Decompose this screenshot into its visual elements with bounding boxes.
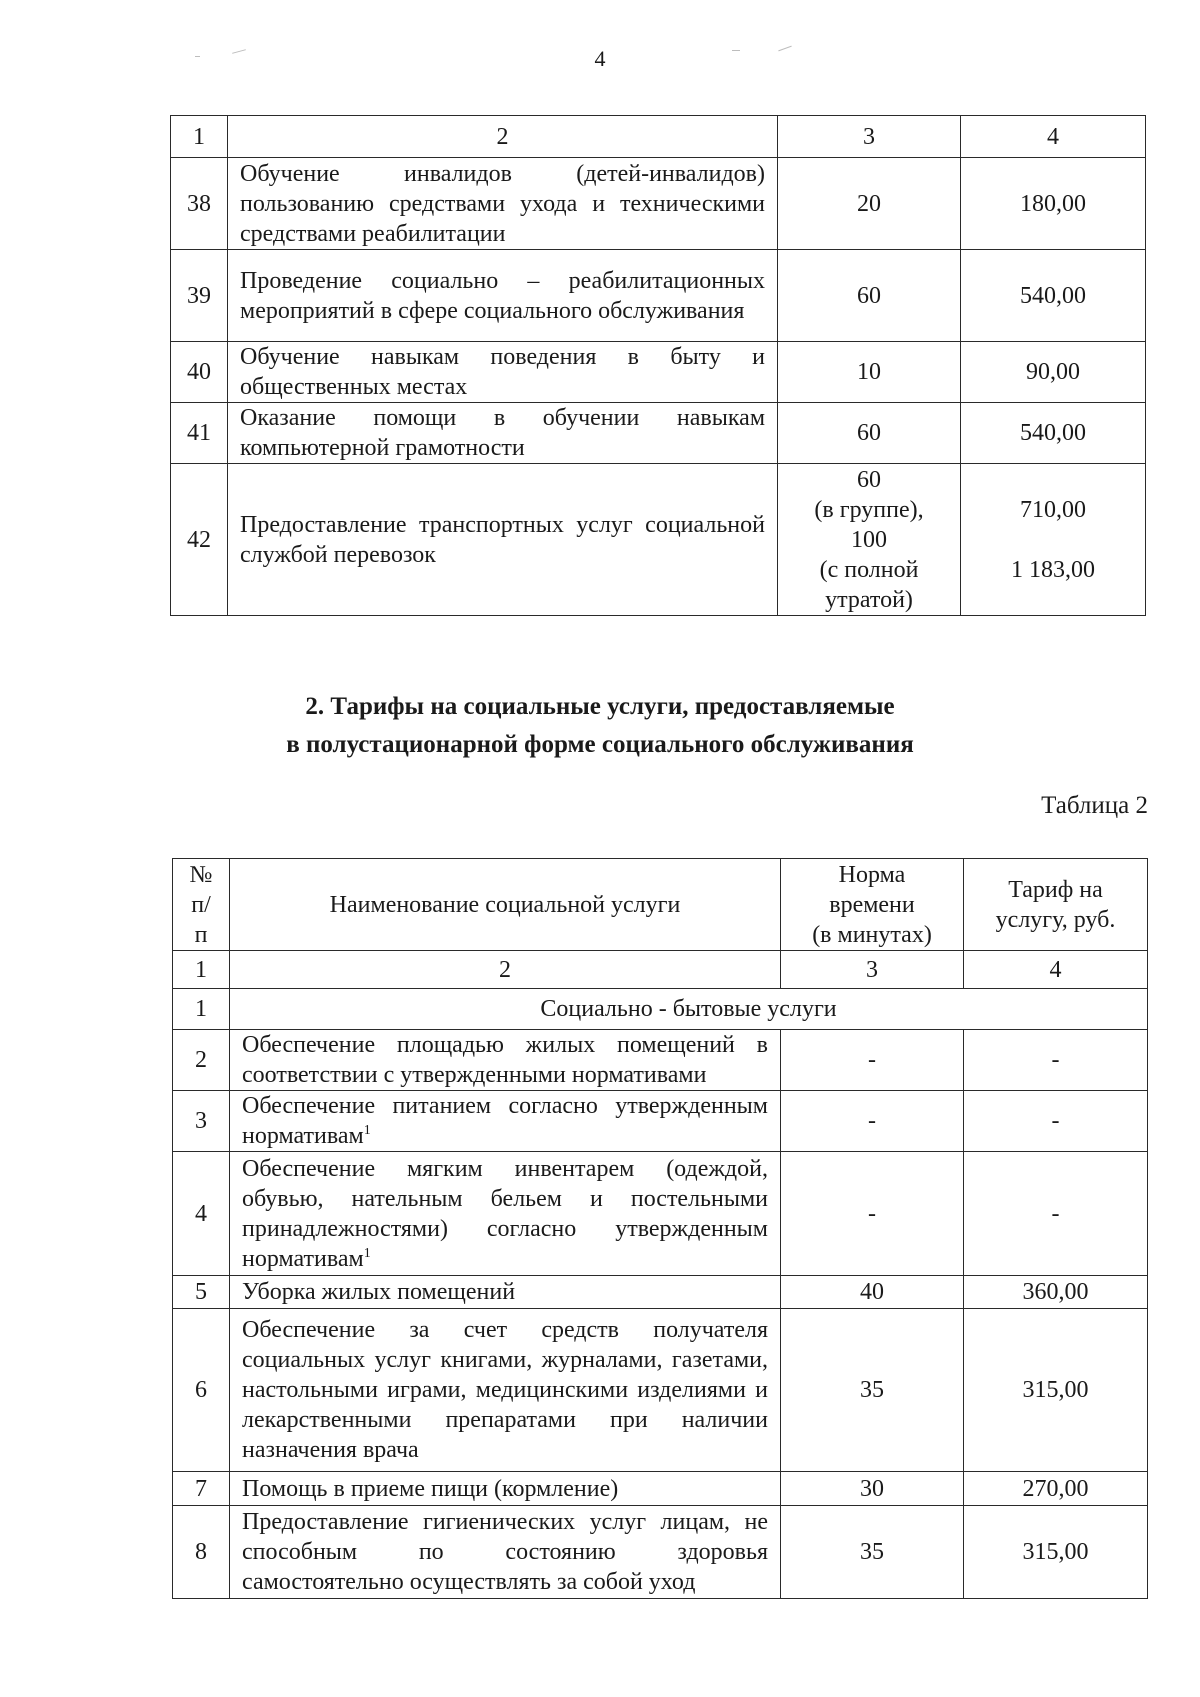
table-row <box>173 1152 1148 1276</box>
time-norm-line: 60 <box>857 466 881 493</box>
time-norm-line: (с полной <box>819 556 919 583</box>
column-number: 2 <box>230 951 781 989</box>
column-number: 2 <box>228 116 778 158</box>
table-row <box>173 1309 1148 1472</box>
row-number: 41 <box>171 403 228 464</box>
service-name: Обучение навыкам поведения в быту и общественных местах <box>228 342 778 403</box>
time-norm: 20 <box>778 158 961 250</box>
header-tariff-line: услугу, руб. <box>995 906 1116 933</box>
header-time-line: времени <box>829 891 915 918</box>
section-title-line: 2. Тарифы на социальные услуги, предоставляемые <box>305 693 895 720</box>
service-name: Предоставление гигиенических услуг лицам, не способным по состоянию здоровья самостоятельно осуществлять за собой уход <box>230 1506 781 1599</box>
table-row <box>171 342 1146 403</box>
table-row <box>173 1030 1148 1091</box>
row-number: 4 <box>173 1152 230 1276</box>
header-number <box>173 859 230 951</box>
service-name: Предоставление транспортных услуг социальной службой перевозок <box>228 464 778 616</box>
row-number: 6 <box>173 1309 230 1472</box>
table-header-row <box>173 859 1148 951</box>
page-number: 4 <box>594 46 606 71</box>
table-row <box>171 403 1146 464</box>
group-row <box>173 989 1148 1030</box>
service-name: Помощь в приеме пищи (кормление) <box>230 1472 781 1506</box>
tariff: - <box>964 1091 1148 1152</box>
column-number: 1 <box>173 951 230 989</box>
service-name: Обеспечение за счет средств получателя социальных услуг книгами, журналами, газетами, настольными играми, медицинскими изделиями и лекарственными препаратами при наличии назначения врача <box>230 1309 781 1472</box>
time-norm: 35 <box>781 1309 964 1472</box>
tariff: - <box>964 1030 1148 1091</box>
row-number: 40 <box>171 342 228 403</box>
time-norm-line: утратой) <box>825 586 913 613</box>
section-title-line: в полустационарной форме социального обслуживания <box>286 731 914 758</box>
time-norm-line: (в группе), <box>814 496 924 523</box>
row-number: 39 <box>171 250 228 342</box>
time-norm: - <box>781 1152 964 1276</box>
service-name: Проведение социально – реабилитационных мероприятий в сфере социального обслуживания <box>228 250 778 342</box>
row-number: 7 <box>173 1472 230 1506</box>
service-name-text: Обеспечение питанием согласно утвержденным нормативам <box>242 1093 768 1149</box>
table-row <box>171 158 1146 250</box>
column-number-row <box>173 951 1148 989</box>
row-number: 1 <box>173 989 230 1030</box>
semi-stationary-tariffs-table <box>172 858 1148 1599</box>
table-row <box>171 250 1146 342</box>
service-name: Обучение инвалидов (детей-инвалидов) пользованию средствами ухода и техническими средствами реабилитации <box>228 158 778 250</box>
time-norm: 60 <box>778 250 961 342</box>
time-norm: 10 <box>778 342 961 403</box>
tariff <box>961 464 1146 616</box>
tariff: - <box>964 1152 1148 1276</box>
time-norm: 40 <box>781 1276 964 1309</box>
service-name: Обеспечение площадью жилых помещений в соответствии с утвержденными нормативами <box>230 1030 781 1091</box>
time-norm: 35 <box>781 1506 964 1599</box>
header-service-name: Наименование социальной услуги <box>230 859 781 951</box>
tariff: 315,00 <box>964 1506 1148 1599</box>
service-name: Оказание помощи в обучении навыкам компьютерной грамотности <box>228 403 778 464</box>
table-caption: Таблица 2 <box>1041 792 1148 819</box>
row-number: 2 <box>173 1030 230 1091</box>
tariff: 180,00 <box>961 158 1146 250</box>
footnote-mark: 1 <box>363 1245 371 1261</box>
row-number: 5 <box>173 1276 230 1309</box>
column-number: 3 <box>778 116 961 158</box>
time-norm: - <box>781 1030 964 1091</box>
header-number-line: п/п <box>191 891 211 948</box>
column-number: 1 <box>171 116 228 158</box>
row-number: 3 <box>173 1091 230 1152</box>
column-number: 4 <box>964 951 1148 989</box>
service-name: Уборка жилых помещений <box>230 1276 781 1309</box>
time-norm: - <box>781 1091 964 1152</box>
time-norm-line: 100 <box>851 526 887 553</box>
table-row <box>171 464 1146 616</box>
header-tariff <box>964 859 1148 951</box>
tariff-group: 710,00 <box>1020 496 1086 523</box>
tariff: 540,00 <box>961 250 1146 342</box>
service-name <box>230 1091 781 1152</box>
tariff: 315,00 <box>964 1309 1148 1472</box>
tariffs-table-continued <box>170 115 1146 616</box>
row-number: 8 <box>173 1506 230 1599</box>
header-number-line: № <box>189 861 213 888</box>
table-row <box>173 1472 1148 1506</box>
table-row <box>173 1506 1148 1599</box>
tariff: 270,00 <box>964 1472 1148 1506</box>
column-number: 4 <box>961 116 1146 158</box>
table-row <box>173 1091 1148 1152</box>
spacer <box>973 525 1133 555</box>
tariff-full-loss: 1 183,00 <box>1011 556 1095 583</box>
tariff: 540,00 <box>961 403 1146 464</box>
header-time-norm <box>781 859 964 951</box>
row-number: 38 <box>171 158 228 250</box>
column-number-row <box>171 116 1146 158</box>
time-norm: 30 <box>781 1472 964 1506</box>
tariff: 360,00 <box>964 1276 1148 1309</box>
header-time-line: Норма <box>838 861 906 888</box>
time-norm <box>778 464 961 616</box>
tariff: 90,00 <box>961 342 1146 403</box>
service-name <box>230 1152 781 1276</box>
table-row <box>173 1276 1148 1309</box>
section-title <box>0 688 1200 764</box>
time-norm: 60 <box>778 403 961 464</box>
row-number: 42 <box>171 464 228 616</box>
header-tariff-line: Тариф на <box>1008 876 1103 903</box>
header-time-line: (в минутах) <box>812 921 932 948</box>
footnote-mark: 1 <box>363 1123 371 1138</box>
group-title: Социально - бытовые услуги <box>230 989 1148 1030</box>
service-name-text: Обеспечение мягким инвентарем (одеждой, обувью, нательным бельем и постельными принадлежностями) согласно утвержденным нормативам <box>242 1155 768 1272</box>
column-number: 3 <box>781 951 964 989</box>
